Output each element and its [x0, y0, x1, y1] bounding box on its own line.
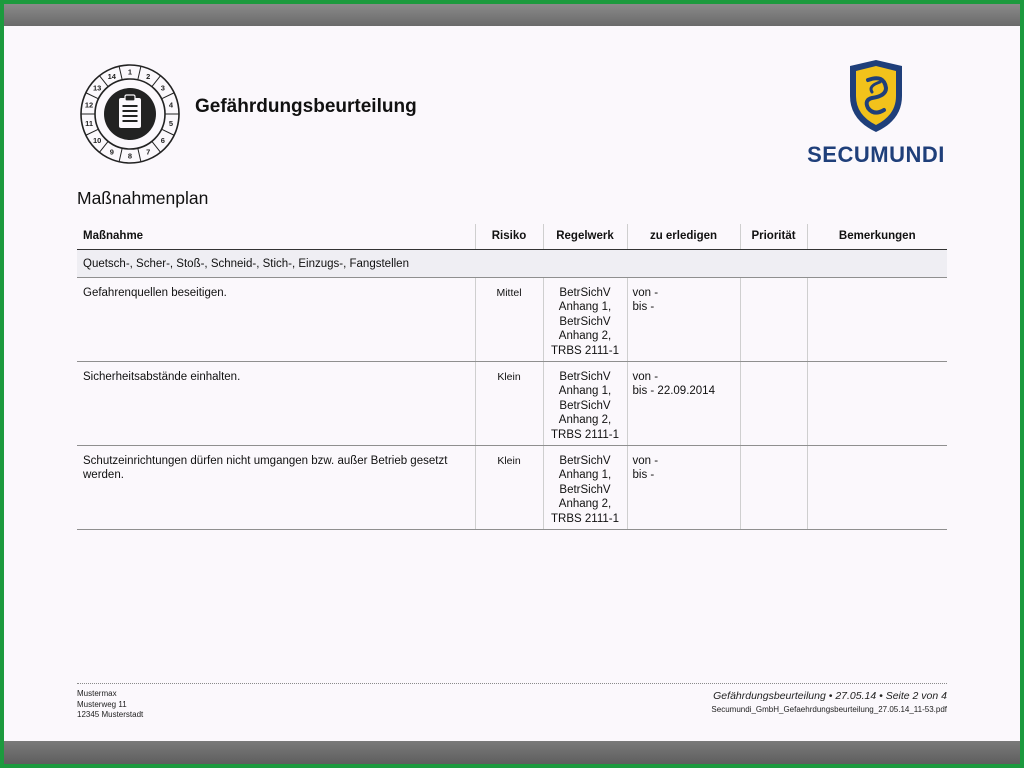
due-cell: [627, 445, 740, 529]
footer-page-info: Gefährdungsbeurteilung • 27.05.14 • Seite 2 von 4: [713, 690, 947, 702]
rules-line: BetrSichV: [559, 454, 611, 467]
rules-line: Anhang 2,: [558, 414, 612, 426]
dial-number: 10: [92, 135, 102, 145]
column-header-risk: Risiko: [475, 224, 543, 249]
footer-address: [77, 689, 143, 721]
priority-cell: [740, 277, 807, 361]
column-header-rules: Regelwerk: [543, 224, 627, 249]
rules-line: Anhang 1,: [558, 385, 612, 397]
rules-line: BetrSichV: [559, 483, 611, 496]
rules-line: TRBS 2111-1: [551, 344, 619, 357]
shield-icon: [806, 60, 946, 140]
footer-file-name: Secumundi_GmbH_Gefaehrdungsbeurteilung_27.05.14_11-53.pdf: [711, 705, 947, 714]
due-to: bis - 22.09.2014: [632, 385, 715, 397]
measures-table: [77, 224, 947, 530]
dial-number: 14: [107, 71, 116, 81]
dial-number: 13: [92, 83, 102, 93]
column-header-due: zu erledigen: [627, 224, 740, 249]
due-cell: [627, 277, 740, 361]
dial-separator: [86, 93, 99, 99]
dial-separator: [162, 93, 175, 99]
footer-document-info: [711, 690, 947, 714]
assessment-dial-icon: [78, 62, 182, 166]
hazard-group-row: [77, 249, 947, 277]
rules-cell: [543, 277, 627, 361]
rules-cell: [543, 361, 627, 445]
address-line: Musterweg 11: [77, 699, 127, 709]
rules-line: BetrSichV: [559, 315, 611, 328]
column-header-priority: Priorität: [740, 224, 807, 249]
dial-separator: [119, 66, 122, 80]
rules-line: BetrSichV: [559, 286, 611, 299]
window-top-bar: [4, 4, 1020, 26]
remarks-cell: [807, 361, 947, 445]
rules-line: Anhang 1,: [558, 469, 612, 481]
section-title: Maßnahmenplan: [77, 188, 209, 208]
due-from: von -: [632, 454, 659, 467]
measure-cell: Schutzeinrichtungen dürfen nicht umgangen bzw. außer Betrieb gesetzt werden.: [77, 445, 475, 529]
rules-line: Anhang 2,: [558, 498, 612, 510]
address-line: 12345 Musterstadt: [77, 710, 144, 719]
column-header-remarks: Bemerkungen: [807, 224, 947, 249]
address-line: Mustermax: [77, 689, 117, 698]
brand-name: SECUMUNDI: [807, 142, 945, 167]
document-title: Gefährdungsbeurteilung: [195, 96, 417, 117]
dial-number: 3: [160, 83, 165, 93]
rules-line: Anhang 2,: [558, 330, 612, 342]
rules-line: BetrSichV: [559, 399, 611, 412]
due-from: von -: [632, 370, 659, 383]
dial-separator: [152, 76, 161, 87]
rules-line: TRBS 2111-1: [551, 428, 619, 441]
table-row: [77, 361, 947, 445]
due-cell: [627, 361, 740, 445]
footer-divider: [77, 683, 947, 684]
table-row: [77, 445, 947, 529]
remarks-cell: [807, 445, 947, 529]
due-to: bis -: [632, 469, 655, 481]
table-row: [77, 277, 947, 361]
priority-cell: [740, 445, 807, 529]
dial-number: 4: [168, 100, 174, 110]
dial-separator: [138, 148, 141, 162]
table-header-row: [77, 224, 947, 249]
measure-cell: Sicherheitsabstände einhalten.: [77, 361, 475, 445]
rules-line: BetrSichV: [559, 370, 611, 383]
dial-number: 1: [127, 67, 133, 77]
dial-number: 11: [85, 119, 94, 129]
dial-number: 6: [160, 135, 165, 145]
dial-number: 9: [109, 147, 114, 157]
rules-line: TRBS 2111-1: [551, 512, 619, 525]
priority-cell: [740, 361, 807, 445]
dial-number: 7: [146, 147, 151, 157]
due-from: von -: [632, 286, 659, 299]
risk-cell: Mittel: [475, 277, 543, 361]
dial-separator: [86, 129, 99, 135]
risk-cell: Klein: [475, 361, 543, 445]
risk-cell: Klein: [475, 445, 543, 529]
hazard-group-label: Quetsch-, Scher-, Stoß-, Schneid-, Stich-, Einzugs-, Fangstellen: [77, 249, 947, 277]
document-page: [4, 26, 1020, 741]
secumundi-logo: [806, 60, 946, 170]
rules-cell: [543, 445, 627, 529]
dial-separator: [138, 66, 141, 80]
dial-separator: [152, 141, 161, 152]
dial-number: 5: [168, 119, 174, 129]
dial-number: 2: [146, 71, 151, 81]
due-to: bis -: [632, 301, 655, 313]
remarks-cell: [807, 277, 947, 361]
dial-number: 12: [84, 100, 94, 110]
measure-cell: Gefahrenquellen beseitigen.: [77, 277, 475, 361]
dial-separator: [162, 129, 175, 135]
window-bottom-bar: [4, 741, 1020, 764]
dial-separator: [119, 148, 122, 162]
dial-number: 8: [127, 151, 133, 161]
rules-line: Anhang 1,: [558, 301, 612, 313]
column-header-measure: Maßnahme: [77, 224, 475, 249]
